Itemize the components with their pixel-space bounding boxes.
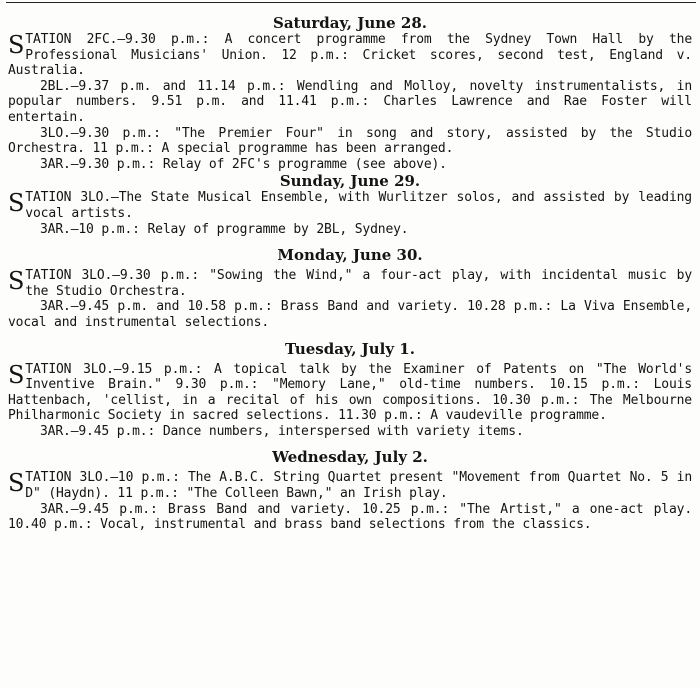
drop-cap: S xyxy=(8,189,25,218)
day-heading: Monday, June 30. xyxy=(277,246,423,265)
lead-text: TATION 3LO.—9.15 p.m.: A topical talk by the Examiner of Patents on "The World's Inventive Brain." 9.30 p.m.: "Memory Lane," old-time numbers. 10.15 p.m.: Louis Hattenbach, 'cellist, in a recital of his own compositions. 10.30 p.m.: The Melbourne Philharmonic Society in sacred selections. 11.30 p.m.: A vaudeville programme. xyxy=(8,361,692,424)
day-heading: Tuesday, July 1. xyxy=(285,339,415,358)
lead-text: TATION 3LO.—The State Musical Ensemble, with Wurlitzer solos, and assisted by leading vocal artists. xyxy=(25,190,692,221)
drop-cap: S xyxy=(8,31,25,59)
station-paragraph: 3AR.—9.45 p.m. and 10.58 p.m.: Brass Band and variety. 10.28 p.m.: La Viva Ensemble, vocal and instrumental selections. xyxy=(8,299,692,330)
lead-text: TATION 3LO.—10 p.m.: The A.B.C. String Quartet present "Movement from Quartet No. 5 in D" (Haydn). 11 p.m.: "The Colleen Bawn," an Irish play. xyxy=(25,470,692,502)
section-wednesday xyxy=(8,448,692,532)
lead-paragraph xyxy=(8,268,692,299)
lead-text: TATION 3LO.—9.30 p.m.: "Sowing the Wind," a four-act play, with incidental music by the Studio Orchestra. xyxy=(25,268,692,299)
station-paragraph: 3AR.—9.45 p.m.: Brass Band and variety. 10.25 p.m.: "The Artist," a one-act play. 10.40 p.m.: Vocal, instrumental and brass band selections from the classics. xyxy=(8,501,692,533)
station-paragraph: 3AR.—9.45 p.m.: Dance numbers, interspersed with variety items. xyxy=(40,423,524,439)
lead-paragraph xyxy=(8,470,692,501)
drop-cap: S xyxy=(8,360,25,389)
drop-cap: S xyxy=(8,267,25,296)
station-paragraph: 3AR.—10 p.m.: Relay of programme by 2BL, Sydney. xyxy=(40,221,409,237)
day-heading: Wednesday, July 2. xyxy=(272,448,428,467)
day-heading: Sunday, June 29. xyxy=(279,172,421,191)
day-heading: Saturday, June 28. xyxy=(273,14,427,32)
station-paragraph: 2BL.—9.37 p.m. and 11.14 p.m.: Wendling and Molloy, novelty instrumentalists, in popular numbers. 9.51 p.m. and 11.41 p.m.: Charles Lawrence and Rae Foster will entertain. xyxy=(8,78,692,125)
lead-text: TATION 2FC.—9.30 p.m.: A concert programme from the Sydney Town Hall by the Professional Musicians' Union. 12 p.m.: Cricket scores, second test, England v. Australia. xyxy=(8,32,692,79)
section-tuesday xyxy=(8,340,692,440)
lead-paragraph xyxy=(8,32,692,79)
station-paragraph: 3LO.—9.30 p.m.: "The Premier Four" in song and story, assisted by the Studio Orchestra. 11 p.m.: A special programme has been arranged. xyxy=(8,125,692,157)
section-monday xyxy=(8,246,692,330)
drop-cap: S xyxy=(8,469,25,498)
top-rule xyxy=(6,2,696,3)
station-paragraph: 3AR.—9.30 p.m.: Relay of 2FC's programme (see above). xyxy=(40,156,447,172)
section-sunday xyxy=(8,172,692,237)
lead-paragraph xyxy=(8,362,692,424)
lead-paragraph xyxy=(8,190,692,221)
section-saturday xyxy=(8,0,692,172)
